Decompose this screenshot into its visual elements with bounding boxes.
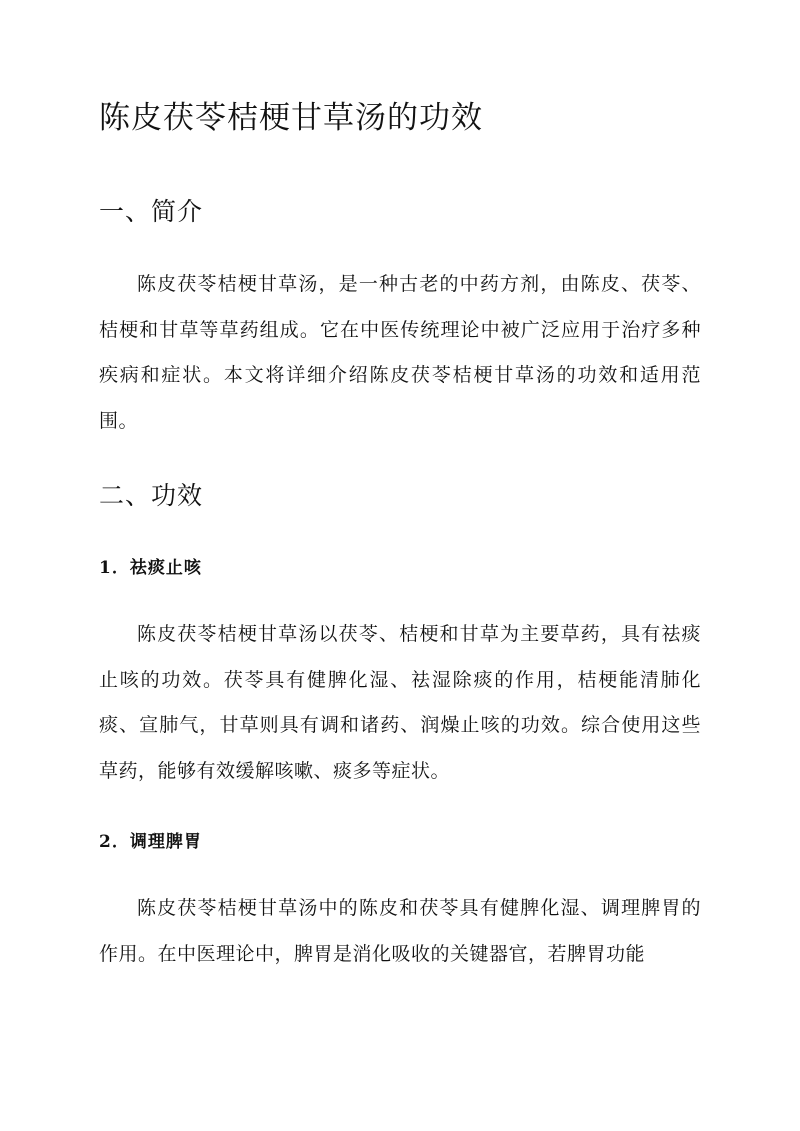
intro-paragraph: 陈皮茯苓桔梗甘草汤，是一种古老的中药方剂，由陈皮、茯苓、桔梗和甘草等草药组成。它在中医传统理论中被广泛应用于治疗多种疾病和症状。本文将详细介绍陈皮茯苓桔梗甘草汤的功效和适用范围。 <box>99 273 701 432</box>
document-title: 陈皮茯苓桔梗甘草汤的功效 <box>99 100 483 136</box>
phlegm-cough-paragraph: 陈皮茯苓桔梗甘草汤以茯苓、桔梗和甘草为主要草药，具有祛痰止咳的功效。茯苓具有健脾化湿、祛湿除痰的作用，桔梗能清肺化痰、宣肺气，甘草则具有调和诸药、润燥止咳的功效。综合使用这些草药，能够有效缓解咳嗽、痰多等症状。 <box>99 623 701 782</box>
subsection-heading-phlegm-cough: 1．祛痰止咳 <box>99 558 202 578</box>
spleen-stomach-paragraph: 陈皮茯苓桔梗甘草汤中的陈皮和茯苓具有健脾化湿、调理脾胃的作用。在中医理论中，脾胃是消化吸收的关键器官，若脾胃功能 <box>99 897 701 965</box>
subsection-heading-spleen-stomach: 2．调理脾胃 <box>99 832 202 852</box>
section-heading-effects: 二、功效 <box>99 481 204 510</box>
section-heading-intro: 一、简介 <box>99 197 204 226</box>
